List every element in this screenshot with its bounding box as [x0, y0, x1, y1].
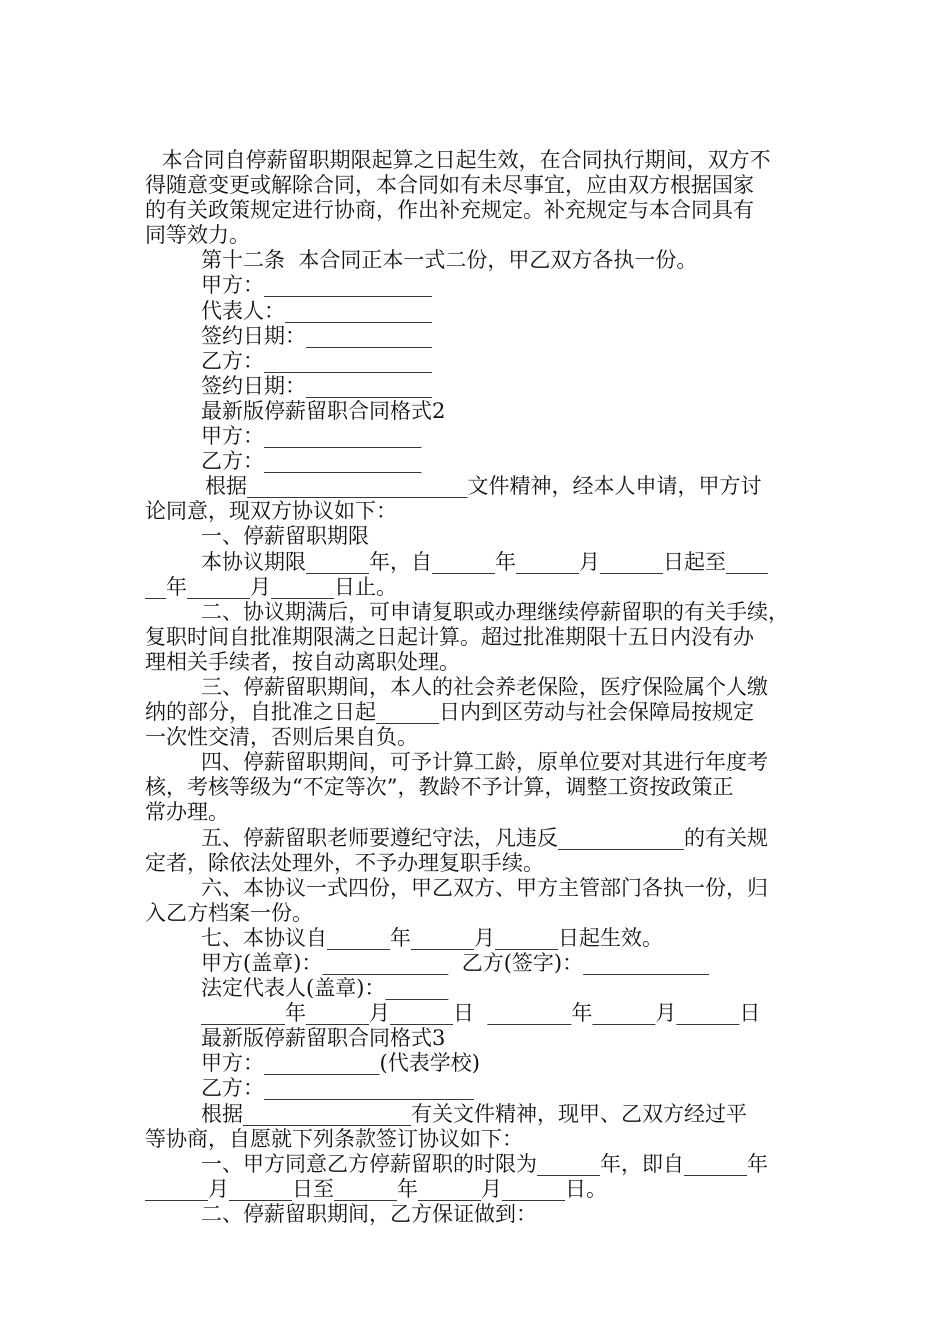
document-line: 二、停薪留职期间，乙方保证做到：	[201, 1201, 537, 1226]
document-line: 本合同自停薪留职期限起算之日起生效，在合同执行期间，双方不	[155, 148, 771, 172]
document-line: 二、协议期满后，可申请复职或办理继续停薪留职的有关手续，	[201, 599, 789, 624]
document-line: 甲方：___________(代表学校)	[201, 1051, 480, 1076]
document-line: 最新版停薪留职合同格式2	[201, 398, 446, 423]
document-line: 常办理。	[145, 800, 229, 825]
document-line: 乙方：_______________	[201, 449, 422, 474]
document-line: 根据________________有关文件精神，现甲、乙双方经过平	[201, 1101, 747, 1126]
document-line: 入乙方档案一份。	[145, 900, 313, 925]
document-line: 本协议期限______年，自______年______月______日起至____	[201, 549, 768, 574]
document-line: 六、本协议一式四份，甲乙双方、甲方主管部门各执一份，归	[201, 875, 768, 900]
document-line: 得随意变更或解除合同，本合同如有未尽事宜，应由双方根据国家	[145, 173, 754, 198]
document-line: 一、停薪留职期限	[201, 524, 369, 549]
document-line: 核，考核等级为“不定等次”，教龄不予计算，调整工资按政策正	[145, 775, 734, 800]
document-line: 甲方：________________	[201, 273, 432, 298]
document-line: 签约日期：____________	[201, 373, 432, 398]
document-line: 甲方(盖章)：____________ 乙方(签字)：____________	[201, 951, 710, 975]
document-line: 乙方：____________________	[201, 1076, 474, 1101]
document-line: 四、停薪留职期间，可予计算工龄，原单位要对其进行年度考	[201, 750, 768, 775]
document-line: 最新版停薪留职合同格式3	[201, 1026, 446, 1051]
document-line: 同等效力。	[145, 223, 250, 248]
document-line: 乙方：________________	[201, 348, 432, 373]
document-line: 纳的部分，自批准之日起______日内到区劳动与社会保障局按规定	[145, 700, 754, 725]
document-line: 复职时间自批准期限满之日起计算。超过批准期限十五日内没有办	[145, 624, 754, 649]
document-line: 定者，除依法处理外，不予办理复职手续。	[145, 850, 544, 875]
document-line: 根据_____________________文件精神，经本人申请，甲方讨	[205, 474, 762, 499]
document-line: 理相关手续者，按自动离职处理。	[145, 649, 460, 674]
document-line: 三、停薪留职期间，本人的社会养老保险，医疗保险属个人缴	[201, 674, 768, 699]
document-line: 一次性交清，否则后果自负。	[145, 725, 418, 750]
document-line: 一、甲方同意乙方停薪留职的时限为______年，即自______年	[201, 1151, 768, 1176]
document-line: ________年______月______日 ________年______月______日	[201, 1001, 761, 1026]
document-line: 七、本协议自______年______月______日起生效。	[201, 925, 663, 950]
document-line: 五、停薪留职老师要遵纪守法，凡违反____________的有关规	[201, 825, 768, 850]
document-line: __年______月______日止。	[145, 574, 397, 599]
document-line: 甲方：_______________	[201, 424, 422, 449]
document-line: 签约日期：____________	[201, 323, 432, 348]
document-line: 法定代表人(盖章)：______	[201, 976, 449, 1001]
document-line: ______月______日至______年______月______日。	[145, 1176, 607, 1201]
document-line: 论同意，现双方协议如下：	[145, 499, 397, 524]
document-line: 的有关政策规定进行协商，作出补充规定。补充规定与本合同具有	[145, 198, 754, 223]
document-line: 代表人：______________	[201, 298, 432, 323]
document-page	[145, 148, 813, 1227]
document-line: 第十二条 本合同正本一式二份，甲乙双方各执一份。	[201, 248, 698, 273]
document-line: 等协商，自愿就下列条款签订协议如下：	[145, 1126, 523, 1151]
